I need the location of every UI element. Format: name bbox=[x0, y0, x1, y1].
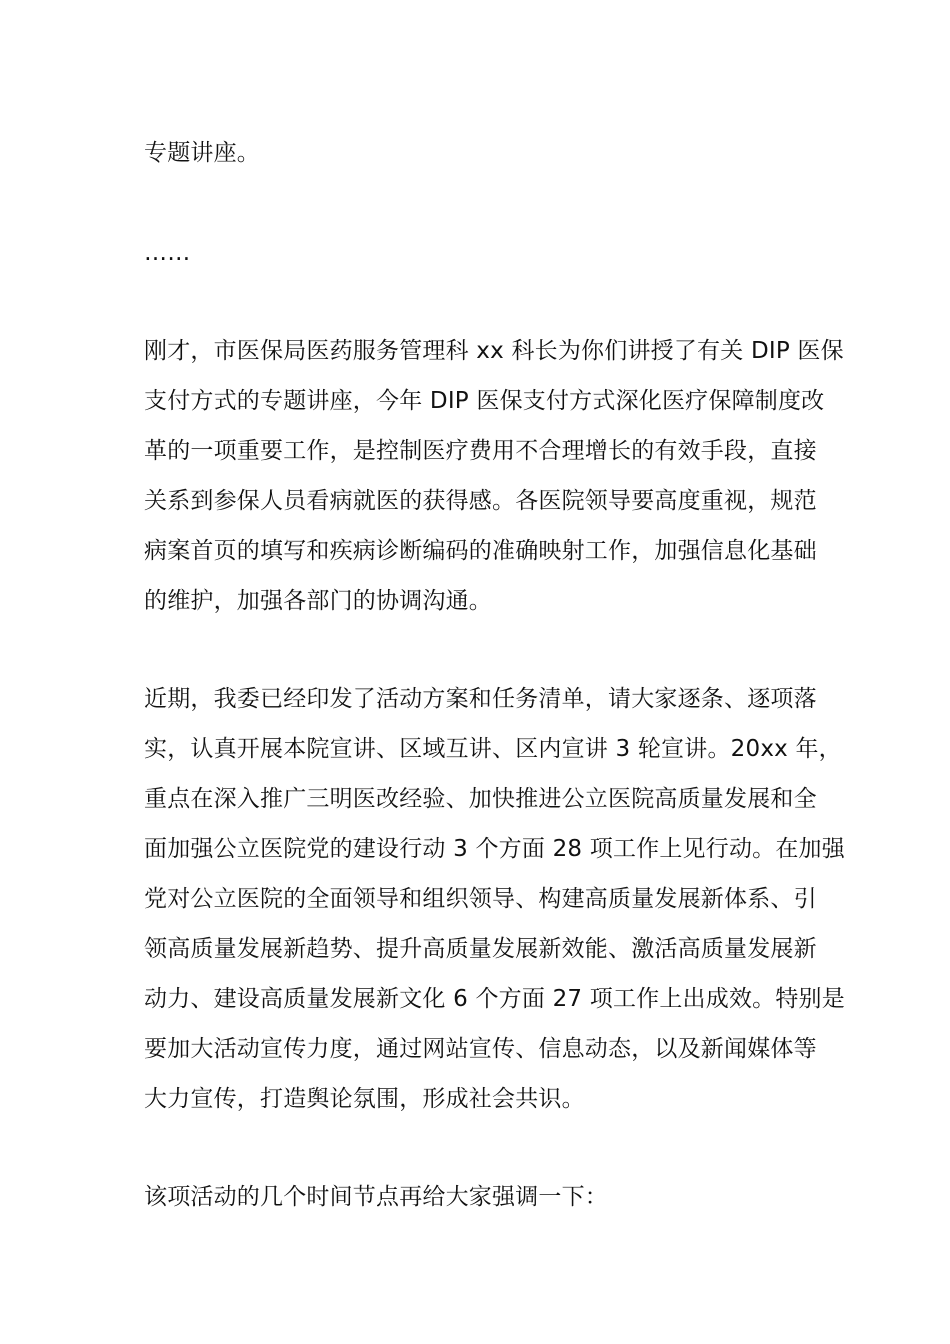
text-line: 重点在深入推广三明医改经验、加快推进公立医院高质量发展和全 bbox=[144, 786, 817, 812]
text-line: 关系到参保人员看病就医的获得感。各医院领导要高度重视，规范 bbox=[144, 488, 817, 514]
text-line: 大力宣传，打造舆论氛围，形成社会共识。 bbox=[144, 1086, 585, 1112]
text-line: 支付方式的专题讲座，今年 DIP 医保支付方式深化医疗保障制度改 bbox=[144, 388, 825, 414]
paragraph-ellipsis bbox=[144, 228, 808, 278]
text-line: 党对公立医院的全面领导和组织领导、构建高质量发展新体系、引 bbox=[144, 886, 817, 912]
text-line: 刚才，市医保局医药服务管理科 xx 科长为你们讲授了有关 DIP 医保 bbox=[144, 338, 844, 364]
text-line: 近期，我委已经印发了活动方案和任务清单，请大家逐条、逐项落 bbox=[144, 686, 817, 712]
text-line: 的维护，加强各部门的协调沟通。 bbox=[144, 588, 492, 614]
text-line: 要加大活动宣传力度，通过网站宣传、信息动态，以及新闻媒体等 bbox=[144, 1036, 817, 1062]
text-line: 革的一项重要工作，是控制医疗费用不合理增长的有效手段，直接 bbox=[144, 438, 817, 464]
paragraph-intro-end bbox=[144, 128, 808, 178]
text-line: 实，认真开展本院宣讲、区域互讲、区内宣讲 3 轮宣讲。20xx 年， bbox=[144, 736, 842, 762]
text-line: 领高质量发展新趋势、提升高质量发展新效能、激活高质量发展新 bbox=[144, 936, 817, 962]
text-line: 专题讲座。 bbox=[144, 140, 260, 166]
paragraph-dip-lecture bbox=[144, 326, 844, 626]
text-line: …… bbox=[144, 240, 191, 266]
paragraph-activity-plan bbox=[144, 674, 845, 1124]
text-line: 病案首页的填写和疾病诊断编码的准确映射工作，加强信息化基础 bbox=[144, 538, 817, 564]
text-line: 该项活动的几个时间节点再给大家强调一下： bbox=[144, 1184, 608, 1210]
text-line: 面加强公立医院党的建设行动 3 个方面 28 项工作上见行动。在加强 bbox=[144, 836, 845, 862]
paragraph-time-nodes bbox=[144, 1172, 808, 1222]
text-line: 动力、建设高质量发展新文化 6 个方面 27 项工作上出成效。特别是 bbox=[144, 986, 845, 1012]
